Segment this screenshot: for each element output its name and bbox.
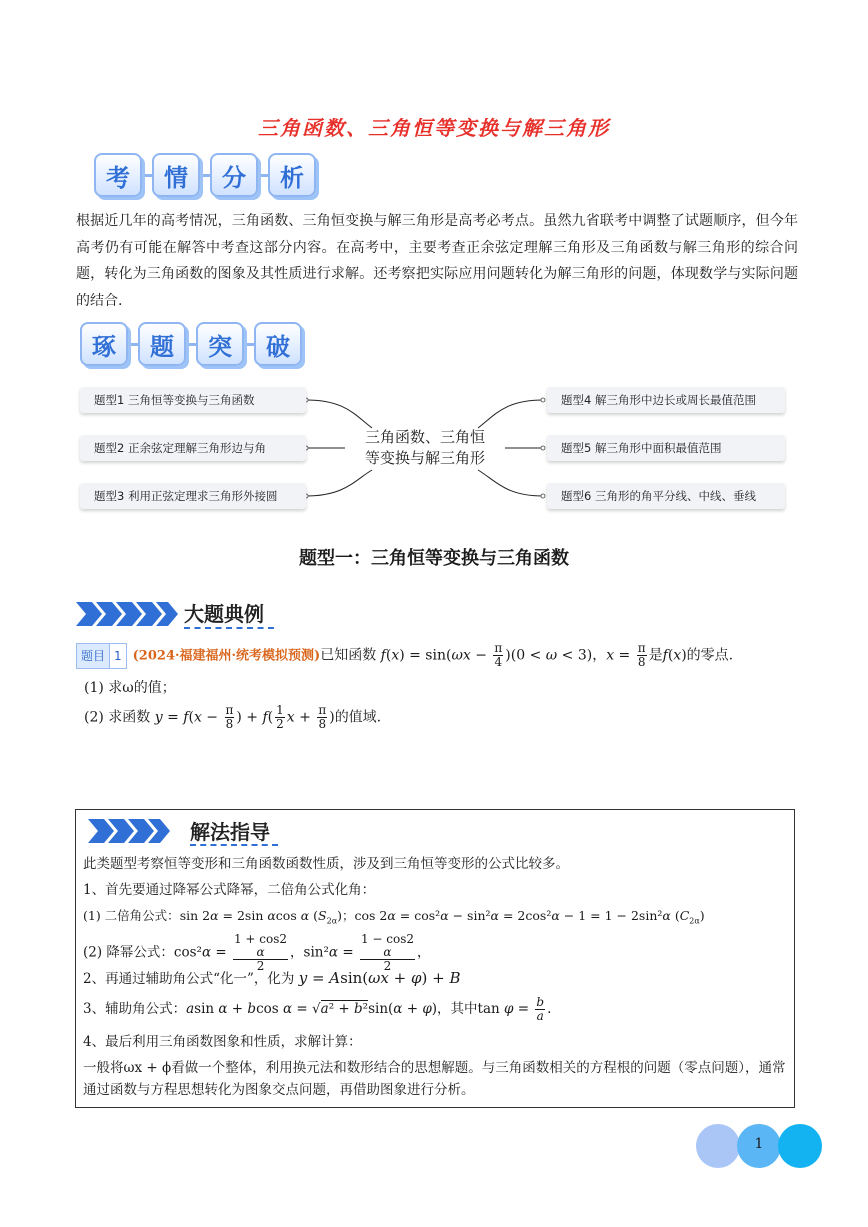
analysis-paragraph: 根据近几年的高考情况，三角函数、三角恒变换与解三角形是高考必考点。虽然九省联考中调整了试题顺序，但今年高考仍有可能在解答中考查这部分内容。在高考中，主要考查正余弦定理解三角形及三角函数与解三角形的综合问题，转化为三角函数的图象及其性质进行求解。还考察把实际应用问题转化为解三角形的问题，体现数学与实际问题的结合. — [76, 213, 798, 309]
page-number: 1 — [754, 1136, 764, 1152]
mindmap-item: 题型3 利用正弦定理求三角形外接圆 — [80, 483, 306, 509]
mindmap-item: 题型4 解三角形中边长或周长最值范围 — [547, 387, 785, 413]
question-part-1: (1) 求ω的值； — [84, 680, 176, 696]
guide-intro: 此类题型考察恒等变形和三角函数函数性质，涉及到三角恒等变形的公式比较多。 — [83, 856, 569, 872]
badge-char: 破 — [254, 322, 302, 366]
mindmap-item: 题型5 解三角形中面积最值范围 — [547, 435, 785, 461]
guide-power-reduction: (2) 降幂公式：cos²α = 1 + cos2 α 2 ，sin²α = 1 − cos2 α 2 ， — [83, 932, 431, 973]
chevron-ribbon-icon — [88, 819, 184, 843]
question-tag: 题目 — [76, 643, 110, 669]
example-label: 大题典例 — [184, 602, 264, 626]
breakthrough-badge-row — [80, 322, 302, 366]
analysis-badge-row — [94, 153, 316, 197]
guide-label: 解法指导 — [190, 820, 270, 844]
mindmap-center: 三角函数、三角恒 等变换与解三角形 — [364, 428, 485, 467]
badge-char: 考 — [94, 153, 142, 197]
badge-char: 琢 — [80, 322, 128, 366]
document-title: 三角函数、三角恒等变换与解三角形 — [258, 116, 610, 140]
guide-closing: 一般将ωx + ϕ看做一个整体，利用换元法和数形结合的思想解题。与三角函数相关的方程根的问题（零点问题），通常通过函数与方程思想转化为图象交点问题，再借助图象进行分析。 — [83, 1060, 786, 1098]
guide-step-2: 2、再通过辅助角公式“化一”，化为 y = Asin(ωx + φ) + B — [83, 969, 461, 987]
ribbon-underline — [184, 627, 274, 629]
guide-step-4: 4、最后利用三角函数图象和性质，求解计算： — [83, 1034, 362, 1050]
badge-char: 情 — [152, 153, 200, 197]
question-number: 1 — [110, 643, 127, 669]
mindmap-item: 题型2 正余弦定理解三角形边与角 — [80, 435, 306, 461]
chevron-ribbon-icon — [76, 602, 180, 626]
guide-step-1: 1、首先要通过降幂公式降幂，二倍角公式化角： — [83, 882, 376, 898]
badge-char: 析 — [268, 153, 316, 197]
page-dot — [696, 1124, 740, 1168]
section-heading: 题型一：三角恒等变换与三角函数 — [299, 548, 569, 569]
guide-double-angle: (1) 二倍角公式：sin 2α = 2sin αcos α $(S_{2\alpha})$；cos 2α = cos²α − sin²α = 2cos²α − 1 = 1 − 2sin²α $(C_{2\alpha})$ — [83, 908, 705, 926]
page-dot — [778, 1124, 822, 1168]
badge-char: 分 — [210, 153, 258, 197]
badge-char: 题 — [138, 322, 186, 366]
question-source: (2024·福建福州·统考模拟预测) — [132, 648, 321, 664]
mindmap-item: 题型1 三角恒等变换与三角函数 — [80, 387, 306, 413]
badge-char: 突 — [196, 322, 244, 366]
question-part-2: (2) 求函数 y = f(x − $\frac{\pi}{8}$ ) + f( $\frac{1}{2}$ x + $\frac{\pi}{8}$ )的值域. — [84, 703, 382, 731]
mindmap-item: 题型6 三角形的角平分线、中线、垂线 — [547, 483, 785, 509]
ribbon-underline — [190, 844, 278, 846]
guide-step-3: 3、辅助角公式：asin α + bcos α = √a² + b²sin(α + φ)，其中tan φ = $\frac{b}{a}$ . — [83, 995, 552, 1023]
question-stem: 题目 1 (2024·福建福州·统考模拟预测)已知函数 f(x) = sin(ωx − $\frac{\pi}{4}$ )(0 < ω < 3)，x = $\frac{\pi}{8}$ 是f(x)的零点. — [76, 642, 866, 669]
